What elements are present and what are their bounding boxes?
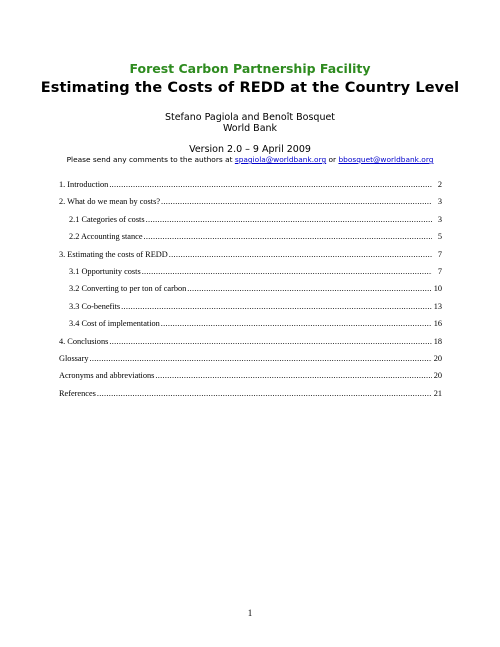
authors: Stefano Pagiola and Benoît Bosquet (164, 112, 336, 123)
comments-line (0, 155, 500, 164)
toc-entry-label: 2. What do we mean by costs? (59, 197, 160, 207)
toc-entry-page: 18 (433, 336, 442, 346)
toc-entry-label: 2.2 Accounting stance (69, 232, 143, 242)
toc-entry[interactable] (59, 389, 442, 406)
toc-entry-page: 7 (437, 266, 442, 276)
toc-subentry[interactable] (59, 215, 442, 232)
toc-leader (109, 337, 432, 346)
toc-entry-page: 13 (433, 301, 442, 311)
toc-entry-label: 2.1 Categories of costs (69, 214, 145, 224)
toc-entry[interactable] (59, 337, 442, 354)
toc-entry-page: 7 (437, 249, 442, 259)
toc-entry-page: 5 (437, 232, 442, 242)
toc-subentry[interactable] (59, 319, 442, 336)
toc-entry-page: 21 (433, 388, 442, 398)
toc-entry-page: 3 (437, 214, 442, 224)
authors-block (0, 112, 500, 134)
toc-entry-page: 2 (437, 180, 442, 189)
toc-entry-label: Glossary (59, 353, 89, 363)
email-link-pagiola[interactable]: spagiola@worldbank.org (234, 155, 327, 164)
toc-leader (90, 354, 433, 363)
toc-leader (155, 371, 432, 380)
toc-entry-label: 1. Introduction (59, 180, 109, 189)
document-title: Estimating the Costs of REDD at the Country Level (40, 80, 460, 96)
toc-subentry[interactable] (59, 267, 442, 284)
toc-subentry[interactable] (59, 232, 442, 249)
toc-entry-label: 3.2 Converting to per ton of carbon (69, 284, 187, 294)
toc-entry-label: 4. Conclusions (59, 336, 109, 346)
toc-leader (121, 302, 432, 311)
toc-entry-label: References (59, 388, 96, 398)
toc-subentry[interactable] (59, 302, 442, 319)
toc-entry[interactable] (59, 197, 442, 214)
toc-leader (169, 250, 432, 259)
toc-entry-label: 3.4 Cost of implementation (69, 319, 160, 329)
comments-or: or (326, 155, 339, 164)
version-line: Version 2.0 – 9 April 2009 (189, 144, 311, 155)
institution: World Bank (222, 123, 278, 134)
toc-leader (161, 319, 432, 328)
toc-entry-page: 16 (433, 319, 442, 329)
toc-entry-page: 3 (437, 197, 442, 207)
toc-entry-label: 3.3 Co-benefits (69, 301, 121, 311)
page-number: 1 (247, 608, 253, 618)
toc-entry-label: 3.1 Opportunity costs (69, 266, 141, 276)
comments-prefix: Please send any comments to the authors at (66, 155, 235, 164)
toc-leader (144, 232, 432, 241)
email-link-bosquet[interactable]: bbosquet@worldbank.org (338, 155, 434, 164)
toc-leader (187, 284, 432, 293)
toc-entry[interactable] (59, 250, 442, 267)
organization-name: Forest Carbon Partnership Facility (129, 61, 371, 76)
toc-entry-page: 20 (433, 371, 442, 381)
toc-subentry[interactable] (59, 284, 442, 301)
toc-leader (161, 197, 432, 206)
toc-leader (109, 180, 432, 189)
toc-entry[interactable] (59, 180, 442, 197)
toc-leader (146, 215, 432, 224)
table-of-contents (59, 180, 442, 406)
toc-entry-label: 3. Estimating the costs of REDD (59, 249, 168, 259)
toc-entry[interactable] (59, 354, 442, 371)
toc-entry[interactable] (59, 371, 442, 388)
toc-leader (97, 389, 432, 398)
toc-entry-page: 10 (433, 284, 442, 294)
toc-entry-page: 20 (433, 353, 442, 363)
toc-entry-label: Acronyms and abbreviations (59, 371, 155, 381)
toc-leader (142, 267, 432, 276)
